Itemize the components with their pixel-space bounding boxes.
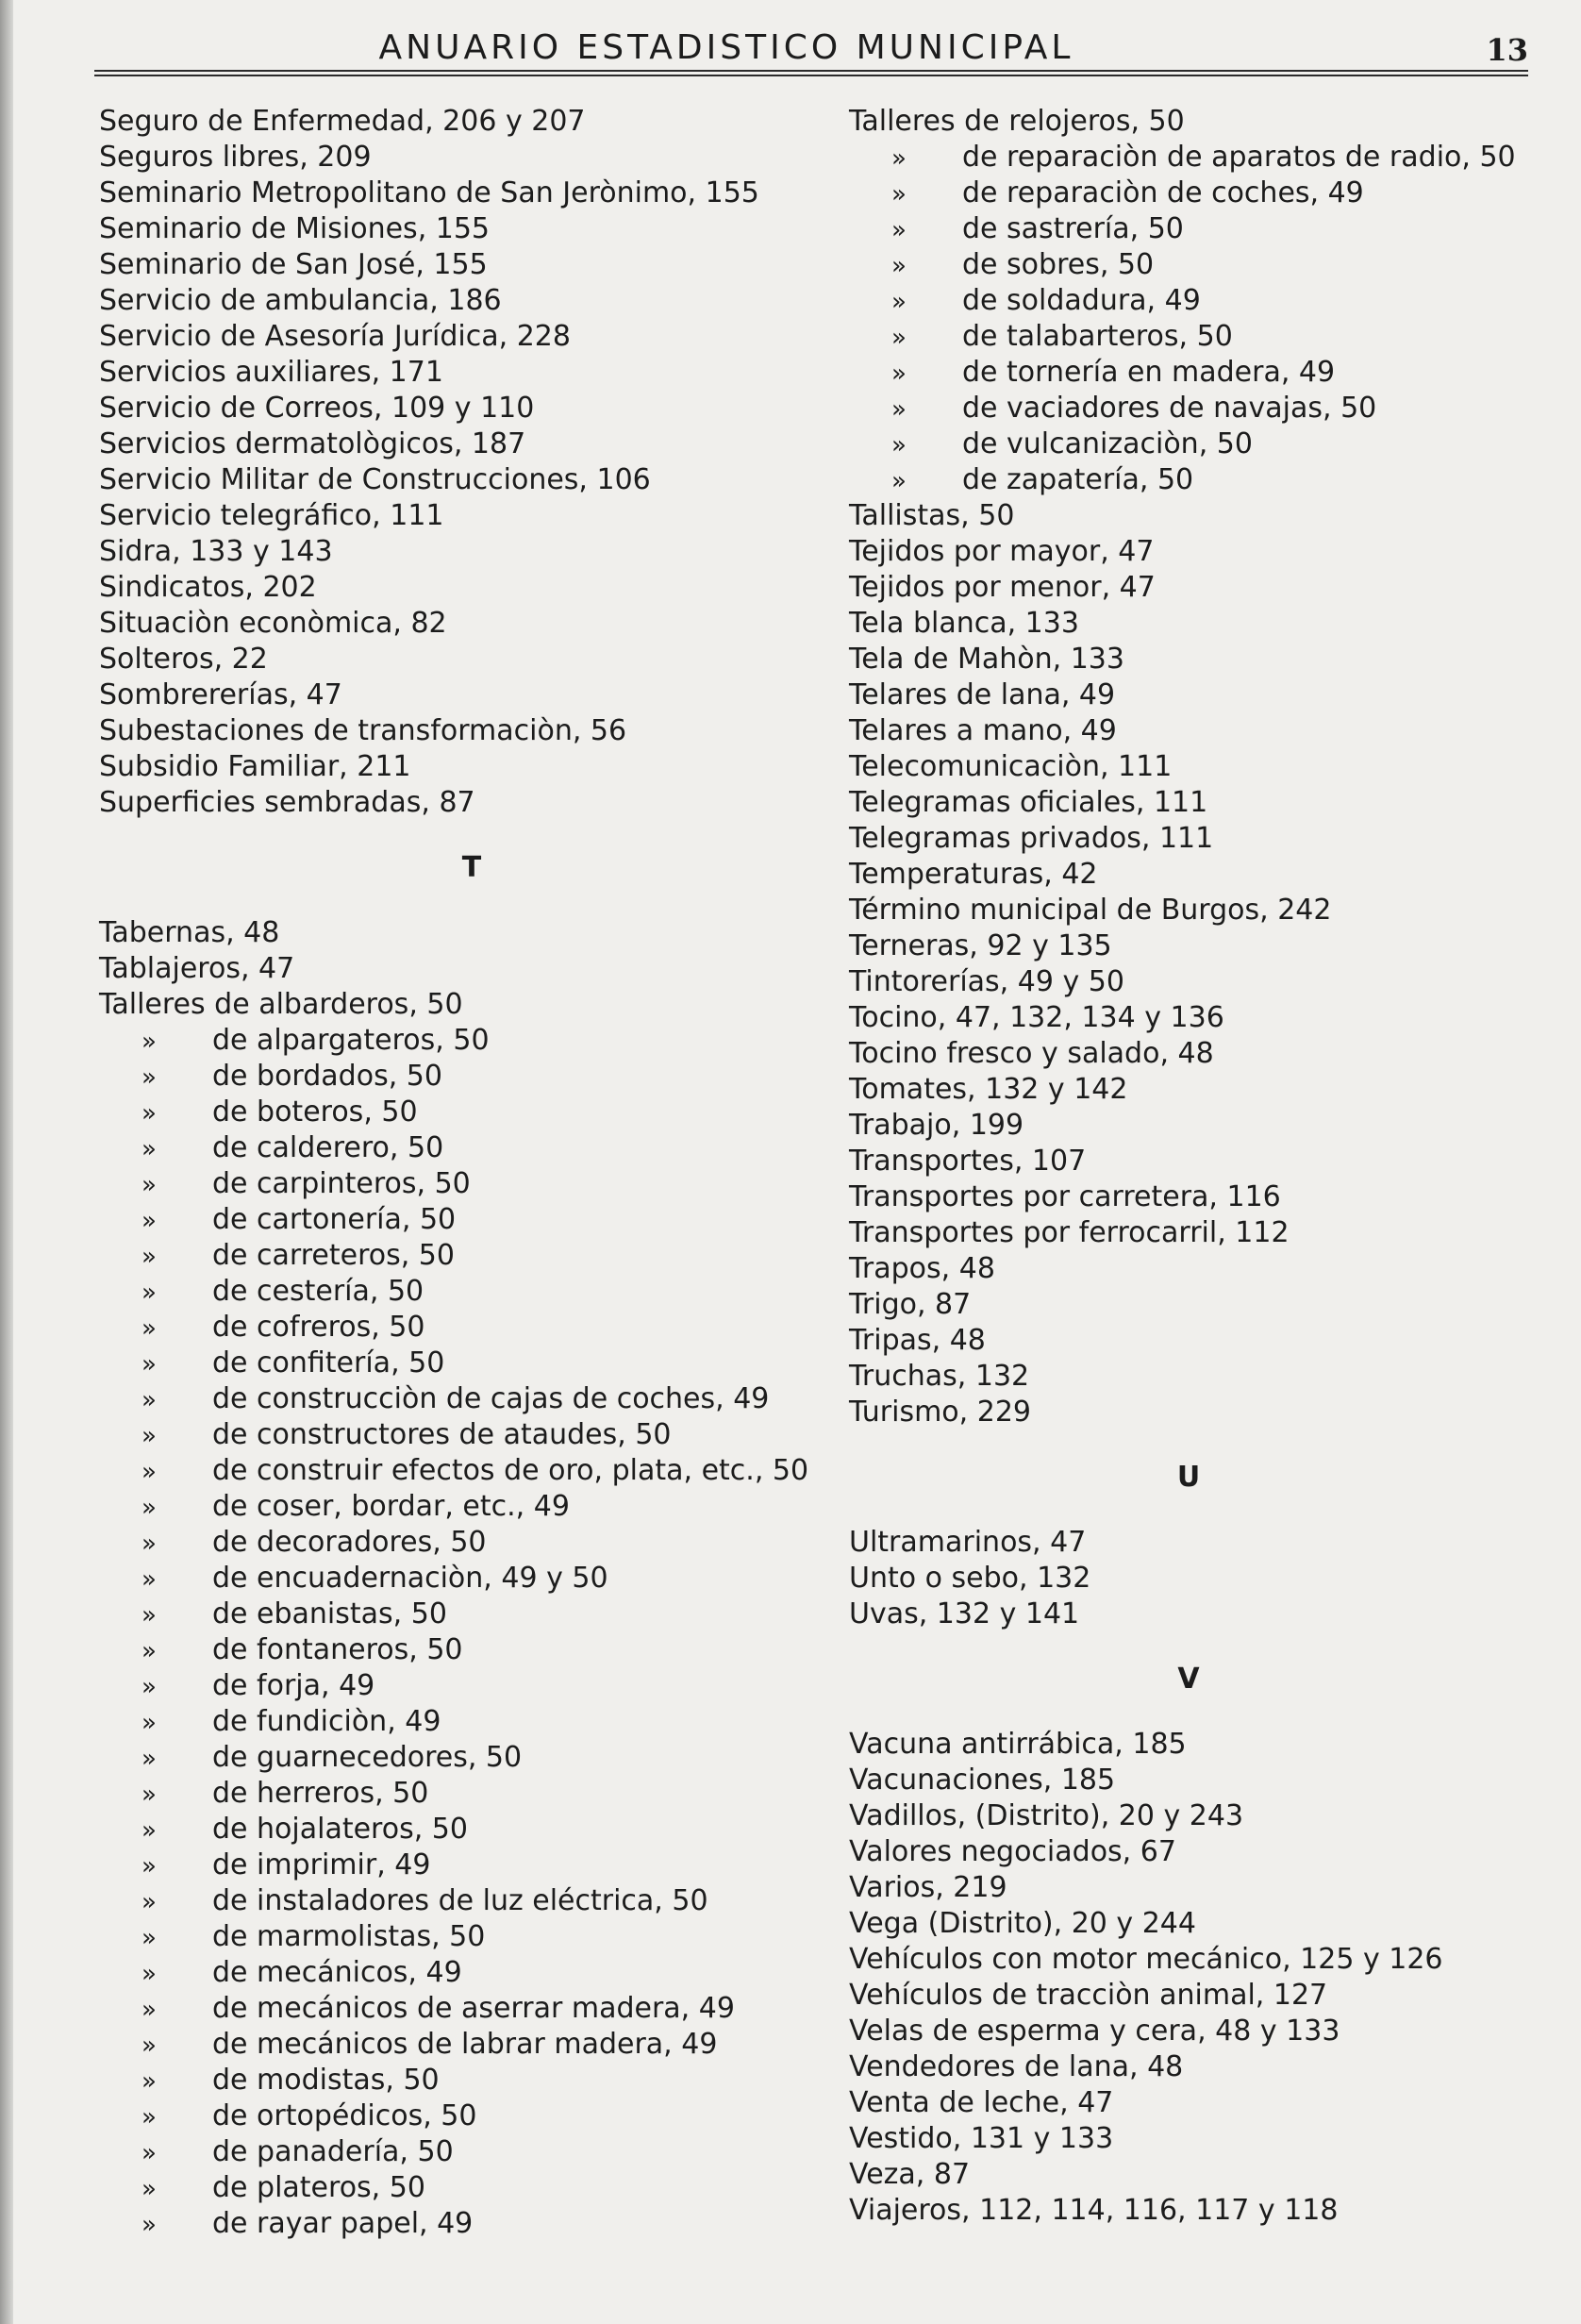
ditto-mark: »: [891, 216, 907, 244]
index-subentry: [99, 2206, 844, 2242]
index-entry: Servicio de Asesoría Jurídica, 228: [99, 320, 571, 353]
index-entry: Tintorerías, 49 y 50: [849, 965, 1124, 998]
ditto-mark: »: [141, 1458, 157, 1486]
subentry-text: de coser, bordar, etc., 49: [212, 1490, 570, 1523]
subentry-text: de rayar papel, 49: [212, 2207, 474, 2240]
index-entry: Servicio de ambulancia, 186: [99, 284, 502, 317]
index-subentry: [99, 1238, 844, 1274]
index-entry: Veza, 87: [849, 2158, 971, 2191]
ditto-mark: »: [891, 324, 907, 352]
index-subentry: [99, 1597, 844, 1632]
index-subentry: [99, 1561, 844, 1597]
ditto-mark: »: [141, 1709, 157, 1737]
index-entry: Término municipal de Burgos, 242: [849, 894, 1332, 927]
index-entry: Sidra, 133 y 143: [99, 535, 333, 568]
header-divider: [94, 70, 1528, 76]
ditto-mark: »: [141, 1063, 157, 1092]
index-subentry: [99, 1166, 844, 1202]
subentry-text: de vulcanizaciòn, 50: [962, 427, 1253, 460]
ditto-mark: »: [141, 1888, 157, 1916]
ditto-mark: »: [891, 395, 907, 424]
subentry-text: de cartonería, 50: [212, 1203, 457, 1236]
index-entry: Varios, 219: [849, 1871, 1007, 1904]
ditto-mark: »: [141, 1135, 157, 1163]
subentry-text: de forja, 49: [212, 1669, 375, 1702]
index-subentries-talleres: [99, 1023, 844, 2242]
index-subentries-talleres-cont: [849, 140, 1528, 498]
index-subentry: [849, 462, 1528, 498]
ditto-mark: »: [141, 2067, 157, 2096]
index-subentry: [99, 1919, 844, 1955]
subentry-text: de herreros, 50: [212, 1777, 429, 1810]
subentry-text: de plateros, 50: [212, 2171, 425, 2204]
ditto-mark: »: [141, 1637, 157, 1665]
ditto-mark: »: [141, 1422, 157, 1450]
ditto-mark: »: [141, 1099, 157, 1128]
index-group-s: [99, 104, 844, 821]
index-subentry: [99, 1310, 844, 1346]
subentry-text: de carpinteros, 50: [212, 1167, 471, 1200]
index-entry: Seguro de Enfermedad, 206 y 207: [99, 105, 586, 138]
index-subentry: [99, 2027, 844, 2063]
ditto-mark: »: [141, 1996, 157, 2024]
index-entry: Turismo, 229: [849, 1396, 1031, 1429]
index-entry: Vendedores de lana, 48: [849, 2050, 1184, 2083]
subentry-text: de marmolistas, 50: [212, 1920, 486, 1953]
ditto-mark: »: [141, 1673, 157, 1701]
page-number: 13: [1486, 32, 1528, 68]
index-subentry: [99, 2063, 844, 2098]
ditto-mark: »: [141, 2175, 157, 2203]
subentry-text: de vaciadores de navajas, 50: [962, 392, 1377, 425]
index-entry: Uvas, 132 y 141: [849, 1597, 1080, 1630]
index-subentry: [849, 283, 1528, 319]
subentry-text: de mecánicos, 49: [212, 1956, 462, 1989]
ditto-mark: »: [141, 1601, 157, 1630]
subentry-text: de decoradores, 50: [212, 1526, 487, 1559]
index-entry: Velas de esperma y cera, 48 y 133: [849, 2015, 1340, 2048]
index-entry: Talleres de relojeros, 50: [849, 105, 1185, 138]
index-subentry: [849, 176, 1528, 211]
ditto-mark: »: [891, 144, 907, 173]
index-entry: Sindicatos, 202: [99, 571, 317, 604]
index-subentry: [849, 319, 1528, 355]
subentry-text: de constructores de ataudes, 50: [212, 1418, 672, 1451]
index-entry: Vacuna antirrábica, 185: [849, 1728, 1187, 1761]
ditto-mark: »: [141, 1207, 157, 1235]
index-subentry: [849, 140, 1528, 176]
subentry-text: de instaladores de luz eléctrica, 50: [212, 1884, 708, 1917]
ditto-mark: »: [141, 2031, 157, 2060]
subentry-text: de bordados, 50: [212, 1060, 442, 1093]
index-entry: Transportes por carretera, 116: [849, 1180, 1281, 1213]
subentry-text: de construir efectos de oro, plata, etc., 50: [212, 1454, 809, 1487]
index-entry: Situaciòn econòmica, 82: [99, 607, 447, 640]
index-entry: Tela blanca, 133: [849, 607, 1079, 640]
index-entry: Viajeros, 112, 114, 116, 117 y 118: [849, 2194, 1339, 2227]
subentry-text: de alpargateros, 50: [212, 1024, 490, 1057]
subentry-text: de sastrería, 50: [962, 212, 1184, 245]
index-entry: Tablajeros, 47: [99, 952, 295, 985]
index-subentry: [99, 1453, 844, 1489]
index-entry: Sombrererías, 47: [99, 678, 342, 711]
subentry-text: de ebanistas, 50: [212, 1597, 447, 1630]
ditto-mark: »: [141, 1924, 157, 1952]
ditto-mark: »: [891, 252, 907, 280]
index-group-v: [849, 1727, 1528, 2229]
index-subentry: [849, 355, 1528, 391]
index-subentry: [99, 1740, 844, 1776]
page-header: [94, 28, 1528, 75]
index-subentry: [99, 1525, 844, 1561]
ditto-mark: »: [141, 1243, 157, 1271]
index-subentry: [99, 1095, 844, 1130]
ditto-mark: »: [891, 288, 907, 316]
subentry-text: de panadería, 50: [212, 2135, 454, 2168]
index-subentry: [849, 247, 1528, 283]
ditto-mark: »: [141, 1565, 157, 1594]
index-subentry: [99, 1274, 844, 1310]
index-entry: Servicio Militar de Construcciones, 106: [99, 463, 651, 496]
index-subentry: [99, 1704, 844, 1740]
index-subentry: [99, 1023, 844, 1059]
index-entry: Unto o sebo, 132: [849, 1562, 1091, 1595]
index-entry: Servicio de Correos, 109 y 110: [99, 392, 535, 425]
subentry-text: de fundiciòn, 49: [212, 1705, 441, 1738]
index-entry: Transportes, 107: [849, 1145, 1087, 1178]
index-entry: Servicio telegráfico, 111: [99, 499, 444, 532]
subentry-text: de fontaneros, 50: [212, 1633, 463, 1666]
ditto-mark: »: [141, 1314, 157, 1343]
index-entry: Tripas, 48: [849, 1324, 986, 1357]
subentry-text: de guarnecedores, 50: [212, 1741, 523, 1774]
subentry-text: de modistas, 50: [212, 2064, 440, 2097]
subentry-text: de calderero, 50: [212, 1131, 444, 1164]
index-entry: Vehículos con motor mecánico, 125 y 126: [849, 1943, 1443, 1976]
index-entry: Tejidos por mayor, 47: [849, 535, 1155, 568]
index-subentry: [99, 1632, 844, 1668]
binding-shadow: [0, 0, 13, 2324]
subentry-text: de talabarteros, 50: [962, 320, 1233, 353]
ditto-mark: »: [141, 1386, 157, 1414]
subentry-text: de cestería, 50: [212, 1275, 424, 1308]
subentry-text: de imprimir, 49: [212, 1848, 431, 1881]
subentry-text: de hojalateros, 50: [212, 1813, 468, 1846]
ditto-mark: »: [891, 431, 907, 460]
index-entry: Tallistas, 50: [849, 499, 1015, 532]
index-entry: Telegramas privados, 111: [849, 822, 1214, 855]
index-column-left: [99, 104, 844, 2242]
index-subentry: [99, 1489, 844, 1525]
subentry-text: de soldadura, 49: [962, 284, 1201, 317]
subentry-text: de zapatería, 50: [962, 463, 1194, 496]
index-subentry: [99, 1847, 844, 1883]
index-group-u: [849, 1525, 1528, 1632]
index-entry: Ultramarinos, 47: [849, 1526, 1087, 1559]
index-subentry: [99, 2170, 844, 2206]
index-entry: Vadillos, (Distrito), 20 y 243: [849, 1799, 1244, 1832]
index-entry: Superficies sembradas, 87: [99, 786, 475, 819]
index-entry: Vega (Distrito), 20 y 244: [849, 1907, 1196, 1940]
index-subentry: [99, 1059, 844, 1095]
index-entry: Seminario Metropolitano de San Jerònimo, 155: [99, 176, 759, 209]
index-subentry: [99, 1202, 844, 1238]
subentry-text: de carreteros, 50: [212, 1239, 455, 1272]
index-entry: Truchas, 132: [849, 1360, 1030, 1393]
index-subentry: [99, 1130, 844, 1166]
ditto-mark: »: [141, 1781, 157, 1809]
index-subentry: [99, 1346, 844, 1381]
index-entry: Transportes por ferrocarril, 112: [849, 1216, 1290, 1249]
index-entry: Telecomunicaciòn, 111: [849, 750, 1173, 783]
index-entry: Telares de lana, 49: [849, 678, 1116, 711]
index-entry: Venta de leche, 47: [849, 2086, 1114, 2119]
ditto-mark: »: [891, 180, 907, 209]
subentry-text: de cofreros, 50: [212, 1311, 425, 1344]
index-subentry: [99, 1417, 844, 1453]
index-subentry: [99, 1776, 844, 1812]
ditto-mark: »: [141, 1279, 157, 1307]
index-entry: Tela de Mahòn, 133: [849, 643, 1124, 676]
index-subentry: [99, 1668, 844, 1704]
subentry-text: de encuadernaciòn, 49 y 50: [212, 1562, 608, 1595]
index-entry: Vacunaciones, 185: [849, 1764, 1116, 1797]
index-entry: Trabajo, 199: [849, 1109, 1024, 1142]
subentry-text: de ortopédicos, 50: [212, 2099, 477, 2132]
index-subentry: [99, 1812, 844, 1847]
ditto-mark: »: [141, 1816, 157, 1845]
index-entry: Trapos, 48: [849, 1252, 995, 1285]
ditto-mark: »: [141, 2211, 157, 2239]
index-subentry: [99, 2134, 844, 2170]
index-entry: Servicios auxiliares, 171: [99, 356, 443, 389]
ditto-mark: »: [891, 467, 907, 495]
ditto-mark: »: [141, 1028, 157, 1056]
index-entry: Tocino fresco y salado, 48: [849, 1037, 1214, 1070]
index-entry: Terneras, 92 y 135: [849, 929, 1112, 962]
section-letter-t: T: [461, 851, 482, 884]
ditto-mark: »: [141, 1852, 157, 1881]
index-entry: Talleres de albarderos, 50: [99, 988, 463, 1021]
index-entry: Seminario de Misiones, 155: [99, 212, 491, 245]
index-entry: Vehículos de tracciòn animal, 127: [849, 1979, 1328, 2012]
index-entry: Subestaciones de transformaciòn, 56: [99, 714, 627, 747]
index-subentry: [99, 1381, 844, 1417]
index-group-t-cont: [849, 498, 1528, 1430]
index-entry: Tejidos por menor, 47: [849, 571, 1156, 604]
ditto-mark: »: [141, 2139, 157, 2167]
index-subentry: [99, 1991, 844, 2027]
index-entry: Tomates, 132 y 142: [849, 1073, 1128, 1106]
ditto-mark: »: [141, 1171, 157, 1199]
subentry-text: de confitería, 50: [212, 1346, 445, 1379]
subentry-text: de mecánicos de labrar madera, 49: [212, 2028, 718, 2061]
index-subentry: [99, 1955, 844, 1991]
index-entry: Vestido, 131 y 133: [849, 2122, 1114, 2155]
index-entry: Telares a mano, 49: [849, 714, 1117, 747]
index-subentry: [849, 391, 1528, 426]
index-subentry: [99, 1883, 844, 1919]
subentry-text: de reparaciòn de aparatos de radio, 50: [962, 141, 1516, 174]
subentry-text: de sobres, 50: [962, 248, 1155, 281]
index-entry: Servicios dermatològicos, 187: [99, 427, 526, 460]
section-letter-u: U: [1176, 1461, 1201, 1494]
subentry-text: de reparaciòn de coches, 49: [962, 176, 1364, 209]
ditto-mark: »: [141, 1960, 157, 1988]
index-entry: Valores negociados, 67: [849, 1835, 1176, 1868]
index-entry: Seminario de San José, 155: [99, 248, 488, 281]
index-entry: Tocino, 47, 132, 134 y 136: [849, 1001, 1224, 1034]
section-letter-v: V: [1177, 1663, 1200, 1696]
index-subentry: [849, 211, 1528, 247]
subentry-text: de tornería en madera, 49: [962, 356, 1336, 389]
subentry-text: de mecánicos de aserrar madera, 49: [212, 1992, 735, 2025]
subentry-text: de boteros, 50: [212, 1095, 418, 1129]
subentry-text: de construcciòn de cajas de coches, 49: [212, 1382, 770, 1415]
index-subentry: [99, 2098, 844, 2134]
ditto-mark: »: [141, 1745, 157, 1773]
index-entry: Temperaturas, 42: [849, 858, 1098, 891]
index-entry: Subsidio Familiar, 211: [99, 750, 411, 783]
index-column-right: [849, 104, 1528, 2229]
ditto-mark: »: [141, 2103, 157, 2132]
ditto-mark: »: [891, 359, 907, 388]
index-group-t: [99, 915, 844, 1023]
index-subentry: [849, 426, 1528, 462]
ditto-mark: »: [141, 1494, 157, 1522]
ditto-mark: »: [141, 1350, 157, 1379]
index-entry: Tabernas, 48: [99, 916, 280, 949]
index-entry: Trigo, 87: [849, 1288, 972, 1321]
ditto-mark: »: [141, 1530, 157, 1558]
index-entry: Solteros, 22: [99, 643, 268, 676]
page-title: ANUARIO ESTADISTICO MUNICIPAL: [378, 28, 1074, 67]
index-entry: Seguros libres, 209: [99, 141, 372, 174]
index-entry: Telegramas oficiales, 111: [849, 786, 1208, 819]
